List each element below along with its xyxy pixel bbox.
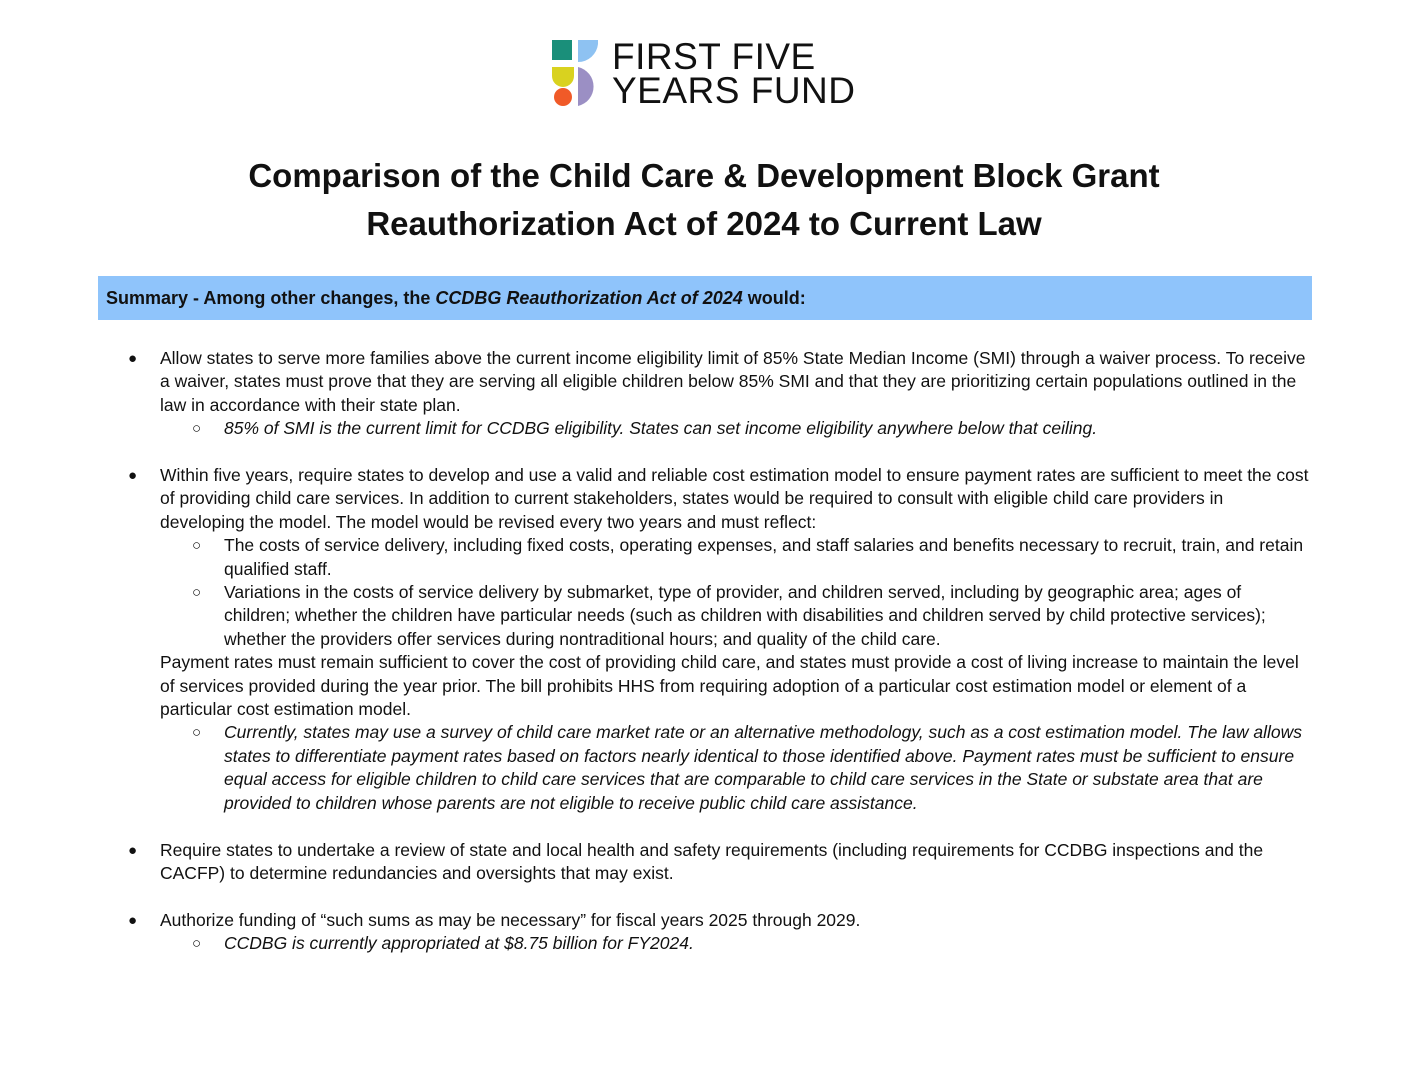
sub-item-text: Currently, states may use a survey of child care market rate or an alternative methodology, such as a cost estimation model. The law allows states to differentiate payment rates based on factors nearly identical to those identified above. Payment rates must be sufficient to ensure equal access for eligible children to child care services that are comparable to child care services in the State or substate area that are provided to children whose parents are not eligible to receive public child care assistance. (224, 722, 1303, 813)
summary-banner (98, 276, 1312, 320)
summary-list (0, 347, 1408, 956)
summary-prefix: Summary - Among other changes, the (106, 287, 436, 308)
summary-act-name: CCDBG Reauthorization Act of 2024 (435, 287, 743, 308)
sub-item-text: Variations in the costs of service delivery by submarket, type of provider, and children served, including by geographic area; ages of children; whether the children have particular needs (such as children with disabilities and children served by child protective services); whether the providers offer services during nontraditional hours; and quality of the child care. (224, 582, 1266, 649)
title-line-2: Reauthorization Act of 2024 to Current Law (366, 205, 1042, 242)
circle-bullet-icon: ○ (192, 537, 202, 555)
list-item (0, 839, 1312, 886)
logo (552, 36, 856, 111)
sub-item (160, 534, 1312, 581)
bullet-icon: ● (128, 911, 138, 929)
title-line-1: Comparison of the Child Care & Development Block Grant (248, 157, 1160, 194)
bullet-text: Authorize funding of “such sums as may be necessary” for fiscal years 2025 through 2029. (160, 909, 861, 930)
bullet-icon: ● (128, 841, 138, 859)
circle-bullet-icon: ○ (192, 935, 202, 953)
sub-item-text: 85% of SMI is the current limit for CCDBG eligibility. States can set income eligibility anywhere below that ceiling. (224, 418, 1098, 439)
bullet-text: Within five years, require states to develop and use a valid and reliable cost estimation model to ensure payment rates are sufficient to meet the cost of providing child care services. In addition to current stakeholders, states would be required to consult with eligible child care providers in developing the model. The model would be revised every two years and must reflect: (160, 465, 1309, 532)
first-five-years-fund-logo-icon (552, 40, 600, 108)
circle-bullet-icon: ○ (192, 724, 202, 742)
bullet-icon: ● (128, 467, 138, 485)
bullet-text: Allow states to serve more families above the current income eligibility limit of 85% State Median Income (SMI) through a waiver process. To receive a waiver, states must prove that they are serving all eligible children below 85% SMI and that they are prioritizing certain populations outlined in the law in accordance with their state plan. (160, 348, 1306, 415)
list-item (0, 909, 1312, 956)
bullet-continuation: Payment rates must remain sufficient to cover the cost of providing child care, and states must provide a cost of living increase to maintain the level of services provided during the year prior. The bill prohibits HHS from requiring adoption of a particular cost estimation model or element of a particular cost estimation model. (160, 652, 1299, 720)
list-item (0, 464, 1312, 815)
sub-item-text: The costs of service delivery, including fixed costs, operating expenses, and staff salaries and benefits necessary to recruit, train, and retain qualified staff. (224, 535, 1304, 579)
sub-item (160, 721, 1312, 815)
sub-item (160, 581, 1312, 651)
page-title (0, 152, 1408, 248)
sub-item (160, 417, 1312, 440)
bullet-text: Require states to undertake a review of state and local health and safety requirements (including requirements for CCDBG inspections and the CACFP) to determine redundancies and oversights that may exist. (160, 839, 1264, 883)
sub-item-text: CCDBG is currently appropriated at $8.75 billion for FY2024. (224, 933, 694, 954)
summary-suffix: would: (742, 287, 806, 308)
sub-item (160, 932, 1312, 955)
bullet-icon: ● (128, 350, 138, 367)
logo-line-2: YEARS FUND (612, 70, 856, 111)
logo-wordmark (612, 36, 856, 111)
logo-line-1: FIRST FIVE (612, 36, 816, 77)
circle-bullet-icon: ○ (192, 584, 202, 602)
list-item (0, 347, 1312, 441)
circle-bullet-icon: ○ (192, 420, 202, 438)
